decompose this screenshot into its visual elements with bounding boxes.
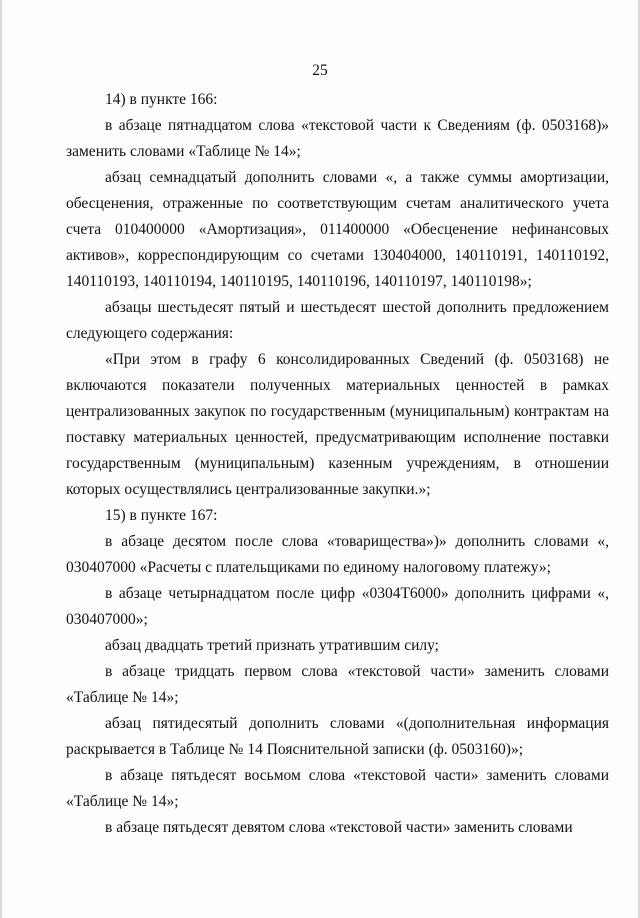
paragraph: в абзаце десятом после слова «товарищества»)» дополнить словами «, 030407000 «Расчеты с плательщиками по единому налоговому платежу»;	[66, 533, 609, 576]
paragraph: 14) в пункте 166:	[105, 91, 218, 108]
paragraph: в абзаце пятнадцатом слова «текстовой части к Сведениям (ф. 0503168)» заменить словами «Таблице № 14»;	[66, 117, 609, 160]
paragraph: абзац семнадцатый дополнить словами «, а также суммы амортизации, обесценения, отраженные по соответствующим счетам аналитического учета счета 010400000 «Амортизация», 011400000 «Обесценение нефинансовых активов», корреспондирующим со счетами 130404000, 140110191, 140110192, 140110193, 140110194, 140110195, 140110196, 140110197, 140110198»;	[66, 169, 609, 290]
paragraph: в абзаце пятьдесят восьмом слова «текстовой части» заменить словами «Таблице № 14»;	[66, 767, 609, 810]
paragraph: в абзаце четырнадцатом после цифр «0304Т6000» дополнить цифрами «, 030407000»;	[66, 585, 609, 628]
paragraph: абзацы шестьдесят пятый и шестьдесят шестой дополнить предложением следующего содержания:	[66, 299, 609, 342]
paragraph: в абзаце пятьдесят девятом слова «текстовой части» заменить словами	[105, 819, 573, 836]
paragraph: 15) в пункте 167:	[105, 507, 218, 524]
paragraph: абзац двадцать третий признать утратившим силу;	[105, 637, 439, 654]
document-body	[66, 87, 609, 841]
paragraph: в абзаце тридцать первом слова «текстовой части» заменить словами «Таблице № 14»;	[66, 663, 609, 706]
page-number: 25	[312, 62, 328, 79]
paragraph: абзац пятидесятый дополнить словами «(дополнительная информация раскрывается в Таблице № 14 Пояснительной записки (ф. 0503160)»;	[66, 715, 609, 758]
paragraph: «При этом в графу 6 консолидированных Сведений (ф. 0503168) не включаются показатели полученных материальных ценностей в рамках централизованных закупок по государственным (муниципальным) контрактам на поставку материальных ценностей, предусматривающим исполнение поставки государственным (муниципальным) казенным учреждениям, в отношении которых осуществлялись централизованные закупки.»;	[66, 351, 609, 498]
